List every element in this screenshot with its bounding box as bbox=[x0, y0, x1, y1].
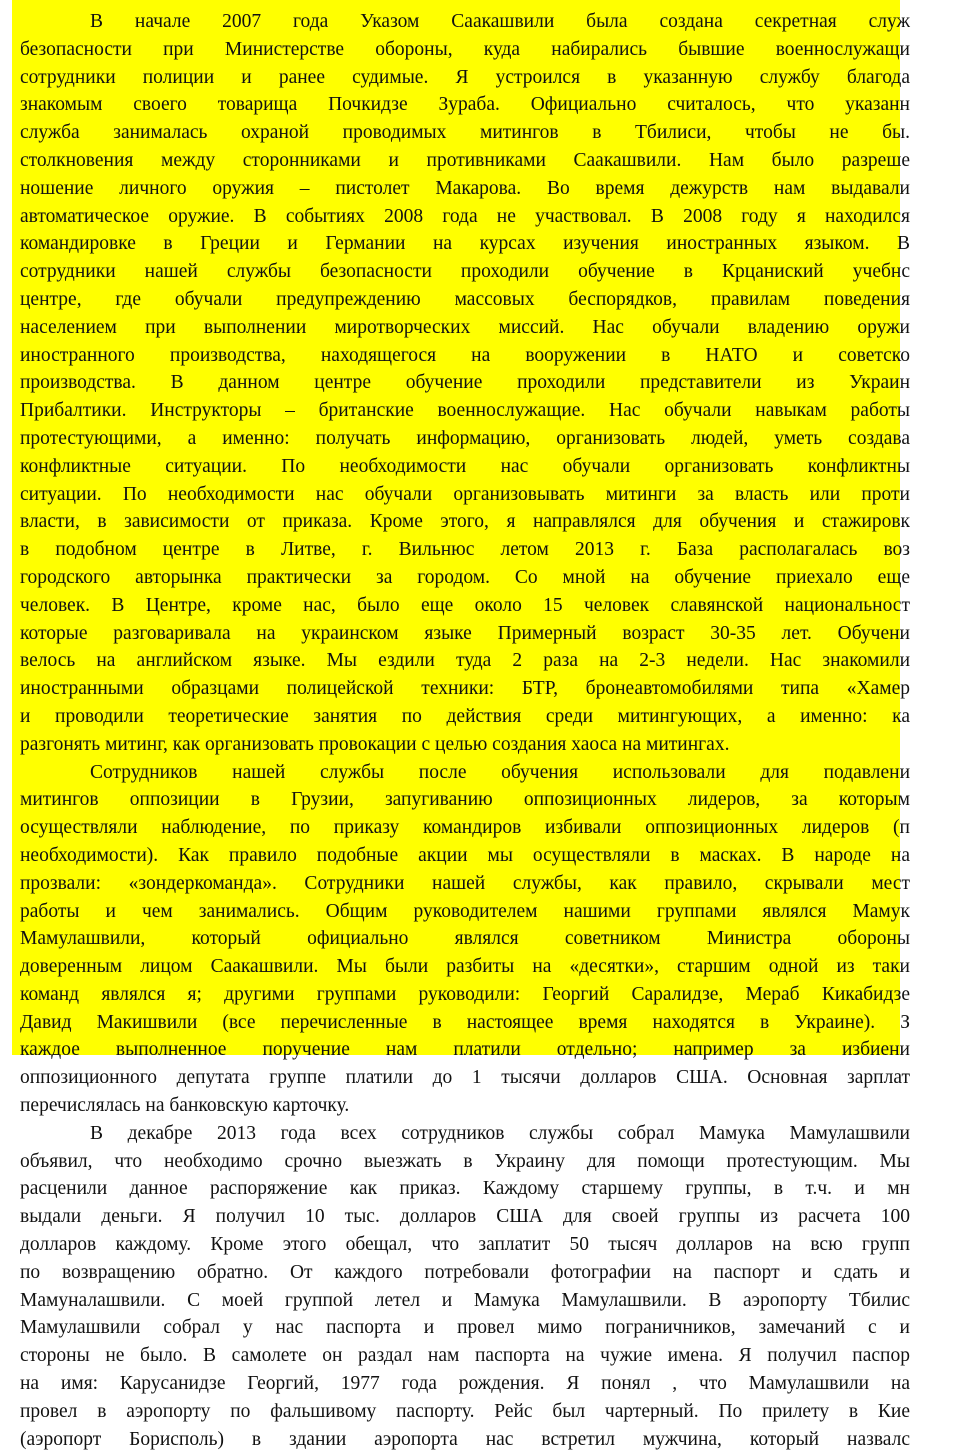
text-line: стороны не было. В самолете он раздал нам паспорта на чужие имена. Я получил паспор bbox=[20, 1345, 910, 1367]
text-line: на имя: Карусанидзе Георгий, 1977 года рождения. Я понял , что Мамулашвили на bbox=[20, 1373, 910, 1395]
text-line: работы и чем занимались. Общим руководителем нашими группами являлся Мамук bbox=[20, 900, 910, 922]
text-line: центре, где обучали предупреждению массовых беспорядков, правилам поведения bbox=[20, 288, 910, 310]
text-line: власти, в зависимости от приказа. Кроме этого, я направлялся для обучения и стажировк bbox=[20, 511, 910, 533]
text-line: Прибалтики. Инструкторы – британские военнослужащие. Нас обучали навыкам работы bbox=[20, 400, 910, 422]
text-line: сотрудники полиции и ранее судимые. Я устроился в указанную службу благода bbox=[20, 66, 910, 88]
text-line: ношение личного оружия – пистолет Макарова. Во время дежурств нам выдавали bbox=[20, 177, 910, 199]
text-line: командировке в Греции и Германии на курсах изучения иностранных языком. В bbox=[20, 233, 910, 255]
text-line: перечислялась на банковскую карточку. bbox=[20, 1095, 350, 1117]
text-line: иностранными образцами полицейской техники: БТР, бронеавтомобилями типа «Хамер bbox=[20, 678, 910, 700]
text-line: расценили данное распоряжение как приказ. Каждому старшему группы, в т.ч. и мн bbox=[20, 1178, 910, 1200]
text-line: протестующими, а именно: получать информацию, организовать людей, уметь создава bbox=[20, 427, 910, 449]
text-line: столкновения между сторонниками и противниками Саакашвили. Нам было разреше bbox=[20, 149, 910, 171]
text-line: Мамулашвили собрал у нас паспорта и провел мимо пограничников, замечаний с и bbox=[20, 1317, 910, 1339]
text-line: в подобном центре в Литве, г. Вильнюс летом 2013 г. База располагалась воз bbox=[20, 539, 910, 561]
text-line: безопасности при Министерстве обороны, куда набирались бывшие военнослужащи bbox=[20, 38, 910, 60]
text-line: выдали деньги. Я получил 10 тыс. долларов США для своей группы из расчета 100 bbox=[20, 1206, 910, 1228]
text-line: В начале 2007 года Указом Саакашвили была создана секретная служ bbox=[90, 11, 910, 32]
document-text bbox=[20, 8, 980, 1453]
text-line: и проводили теоретические занятия по действия среди митингующих, а именно: ка bbox=[20, 705, 910, 727]
text-line: команд являлся я; другими группами руководили: Георгий Саралидзе, Мераб Кикабидзе bbox=[20, 983, 910, 1005]
text-line: иностранного производства, находящегося на вооружении в НАТО и советско bbox=[20, 344, 910, 366]
text-line: сотрудники нашей службы безопасности проходили обучение в Крцаниский учебнс bbox=[20, 261, 910, 283]
text-line: В декабре 2013 года всех сотрудников службы собрал Мамука Мамулашвили bbox=[90, 1122, 910, 1144]
text-line: осуществляли наблюдение, по приказу командиров избивали оппозиционных лидеров (п bbox=[20, 817, 910, 839]
text-line: прозвали: «зондеркоманда». Сотрудники нашей службы, как правило, скрывали мест bbox=[20, 872, 910, 894]
text-line: знакомым своего товарища Почкидзе Зураба. Официально считалось, что указанн bbox=[20, 94, 910, 116]
text-line: конфликтные ситуации. По необходимости нас обучали организовать конфликтны bbox=[20, 455, 910, 477]
text-line: разгонять митинг, как организовать провокации с целью создания хаоса на митингах. bbox=[20, 733, 730, 755]
text-line: городского авторынка практически за городом. Со мной на обучение приехало еще bbox=[20, 566, 910, 588]
text-line: митингов оппозиции в Грузии, запугиванию оппозиционных лидеров, за которым bbox=[20, 789, 910, 811]
text-line: человек. В Центре, кроме нас, было еще около 15 человек славянской национальност bbox=[20, 594, 910, 616]
text-line: долларов каждому. Кроме этого обещал, что заплатит 50 тысяч долларов на всю групп bbox=[20, 1234, 910, 1256]
text-line: производства. В данном центре обучение проходили представители из Украин bbox=[20, 372, 910, 394]
text-line: Давид Макишвили (все перечисленные в настоящее время находятся в Украине). З bbox=[20, 1011, 910, 1033]
text-line: населением при выполнении миротворческих миссий. Нас обучали владению оружи bbox=[20, 316, 910, 338]
text-line: служба занималась охраной проводимых митингов в Тбилиси, чтобы не бы. bbox=[20, 122, 910, 144]
text-line: автоматическое оружие. В событиях 2008 года не участвовал. В 2008 году я находился bbox=[20, 205, 910, 227]
text-line: доверенным лицом Саакашвили. Мы были разбиты на «десятки», старшим одной из таки bbox=[20, 956, 910, 978]
text-line: ситуации. По необходимости нас обучали организовывать митинги за власть или проти bbox=[20, 483, 910, 505]
text-line: объявил, что необходимо срочно выезжать в Украину для помощи протестующим. Мы bbox=[20, 1150, 910, 1172]
text-line: провел в аэропорту по фальшивому паспорту. Рейс был чартерный. По прилету в Кие bbox=[20, 1400, 910, 1422]
text-line: (аэропорт Борисполь) в здании аэропорта нас встретил мужчина, который назвалс bbox=[20, 1428, 910, 1450]
text-line: велось на английском языке. Мы ездили туда 2 раза на 2-3 недели. Нас знакомили bbox=[20, 650, 910, 672]
text-line: Мамулашвили, который официально являлся советником Министра обороны bbox=[20, 928, 910, 950]
text-line: оппозиционного депутата группе платили до 1 тысячи долларов США. Основная зарплат bbox=[20, 1067, 910, 1089]
text-line: которые разговаривала на украинском языке Примерный возраст 30-35 лет. Обучени bbox=[20, 622, 910, 644]
text-line: Сотрудников нашей службы после обучения использовали для подавлени bbox=[90, 761, 910, 783]
text-line: необходимости). Как правило подобные акции мы осуществляли в масках. В народе на bbox=[20, 844, 910, 866]
text-line: Мамуналашвили. С моей группой летел и Мамука Мамулашвили. В аэропорту Тбилис bbox=[20, 1289, 910, 1311]
text-line: по возвращению обратно. От каждого потребовали фотографии на паспорт и сдать и bbox=[20, 1261, 910, 1283]
text-line: каждое выполненное поручение нам платили отдельно; например за избиени bbox=[20, 1039, 910, 1061]
